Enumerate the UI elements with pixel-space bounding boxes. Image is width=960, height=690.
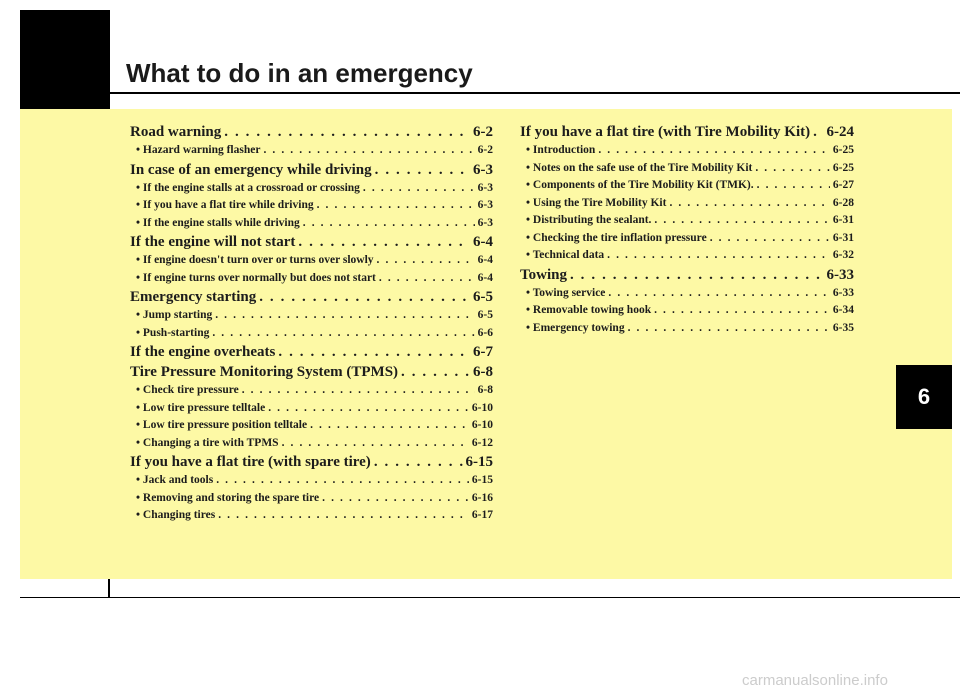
toc-leader-dots	[322, 490, 469, 508]
toc-entry-page: 6-10	[471, 401, 493, 414]
toc-subsection-entry[interactable]	[130, 435, 493, 453]
toc-entry-page: 6-35	[832, 321, 854, 334]
toc-leader-dots	[607, 247, 830, 265]
toc-subsection-entry[interactable]	[130, 180, 493, 198]
toc-entry-page: 6-8	[473, 364, 493, 380]
toc-leader-dots	[757, 177, 830, 195]
toc-entry-title: • Introduction	[526, 144, 596, 156]
toc-entry-title: If you have a flat tire (with spare tire)	[130, 454, 371, 470]
toc-entry-title: • Removing and storing the spare tire	[136, 491, 320, 504]
page-title: What to do in an emergency	[126, 58, 473, 88]
toc-entry-page: 6-4	[477, 271, 493, 284]
toc-entry-title: • Push-starting	[136, 326, 210, 339]
toc-subsection-entry[interactable]	[130, 142, 493, 160]
toc-subsection-entry[interactable]	[130, 270, 493, 288]
toc-subsection-entry[interactable]	[130, 307, 493, 325]
toc-subsection-entry[interactable]	[520, 142, 854, 160]
toc-entry-page: 6-12	[471, 436, 493, 449]
toc-entry-title: • Towing service	[526, 286, 606, 299]
toc-leader-dots	[212, 325, 474, 343]
toc-leader-dots	[375, 160, 470, 180]
toc-entry-title: • If the engine stalls at a crossroad or crossing	[136, 181, 360, 194]
toc-section-entry[interactable]	[130, 160, 493, 180]
toc-entry-title: • Distributing the sealant.	[526, 214, 652, 226]
toc-section-entry[interactable]	[130, 122, 493, 142]
toc-leader-dots	[278, 342, 470, 362]
toc-entry-title: • Removable towing hook	[526, 304, 652, 316]
footer-rule	[20, 597, 960, 598]
toc-entry-page: 6-27	[832, 179, 854, 191]
toc-entry-title: • Low tire pressure position telltale	[136, 419, 308, 431]
toc-entry-title: • Jack and tools	[136, 474, 214, 486]
watermark-text: carmanualsonline.info	[742, 672, 888, 689]
toc-subsection-entry[interactable]	[520, 247, 854, 265]
toc-subsection-entry[interactable]	[520, 177, 854, 195]
toc-entry-page: 6-15	[465, 454, 493, 470]
toc-entry-title: • If you have a flat tire while driving	[136, 199, 314, 211]
toc-subsection-entry[interactable]	[130, 382, 493, 400]
toc-entry-title: Road warning	[130, 124, 222, 140]
toc-entry-page: 6-10	[471, 419, 493, 431]
toc-leader-dots	[317, 197, 475, 215]
toc-entry-page: 6-17	[471, 509, 493, 521]
toc-entry-title: • Changing tires	[136, 509, 216, 521]
toc-leader-dots	[224, 122, 470, 142]
toc-entry-page: 6-2	[477, 144, 493, 156]
toc-entry-title: • Checking the tire inflation pressure	[526, 231, 707, 244]
toc-leader-dots	[303, 215, 475, 233]
toc-subsection-entry[interactable]	[130, 252, 493, 270]
toc-leader-dots	[401, 362, 470, 382]
toc-entry-title: • Jump starting	[136, 309, 213, 321]
toc-entry-page: 6-3	[473, 161, 493, 178]
toc-subsection-entry[interactable]	[130, 472, 493, 490]
toc-leader-dots	[570, 265, 824, 285]
toc-entry-title: If you have a flat tire (with Tire Mobility Kit)	[520, 124, 811, 140]
toc-entry-page: 6-3	[477, 181, 493, 194]
toc-column-right	[520, 122, 854, 337]
toc-subsection-entry[interactable]	[130, 507, 493, 525]
toc-leader-dots	[282, 435, 469, 453]
toc-leader-dots	[628, 320, 830, 338]
toc-entry-page: 6-33	[832, 286, 854, 299]
toc-entry-page: 6-16	[471, 491, 493, 504]
toc-entry-title: • Hazard warning flasher	[136, 144, 261, 156]
toc-leader-dots	[259, 287, 470, 307]
toc-entry-page: 6-3	[477, 216, 493, 229]
toc-subsection-entry[interactable]	[520, 320, 854, 338]
toc-leader-dots	[654, 302, 830, 320]
toc-column-left	[130, 122, 493, 525]
toc-leader-dots	[263, 142, 474, 160]
toc-section-entry[interactable]	[130, 362, 493, 382]
toc-leader-dots	[377, 252, 475, 270]
toc-entry-title: • Notes on the safe use of the Tire Mobility Kit	[526, 161, 753, 174]
toc-leader-dots	[215, 307, 474, 325]
toc-subsection-entry[interactable]	[130, 417, 493, 435]
toc-entry-title: • If engine turns over normally but does not start	[136, 271, 376, 284]
toc-entry-title: • If the engine stalls while driving	[136, 216, 300, 229]
toc-leader-dots	[813, 122, 823, 142]
toc-section-entry[interactable]	[520, 265, 854, 285]
toc-entry-page: 6-4	[477, 254, 493, 266]
toc-subsection-entry[interactable]	[520, 230, 854, 248]
toc-entry-title: • Using the Tire Mobility Kit	[526, 196, 667, 209]
chapter-tab[interactable]: 6	[896, 365, 952, 429]
toc-section-entry[interactable]	[130, 287, 493, 307]
toc-entry-title: Tire Pressure Monitoring System (TPMS)	[130, 364, 399, 380]
toc-entry-page: 6-31	[832, 231, 854, 244]
toc-leader-dots	[654, 212, 829, 230]
toc-subsection-entry[interactable]	[130, 325, 493, 343]
toc-leader-dots	[598, 142, 830, 160]
toc-entry-title: • Components of the Tire Mobility Kit (TMK).	[526, 179, 754, 191]
toc-entry-title: If the engine overheats	[130, 344, 276, 360]
toc-leader-dots	[218, 507, 469, 525]
toc-leader-dots	[710, 230, 830, 248]
toc-entry-page: 6-24	[826, 124, 854, 140]
toc-entry-page: 6-15	[471, 474, 493, 486]
toc-entry-title: Emergency starting	[130, 289, 257, 305]
toc-entry-page: 6-5	[473, 289, 493, 305]
toc-leader-dots	[242, 382, 475, 400]
header-black-block	[20, 10, 109, 109]
toc-leader-dots	[608, 285, 829, 303]
toc-leader-dots	[363, 180, 475, 198]
toc-section-entry[interactable]	[130, 232, 493, 252]
toc-leader-dots	[216, 472, 469, 490]
toc-leader-dots	[310, 417, 469, 435]
toc-entry-title: In case of an emergency while driving	[130, 161, 372, 178]
toc-entry-page: 6-2	[473, 124, 493, 140]
toc-entry-title: • If engine doesn't turn over or turns over slowly	[136, 254, 374, 266]
toc-entry-page: 6-25	[832, 161, 854, 174]
toc-entry-page: 6-8	[477, 384, 493, 396]
toc-leader-dots	[755, 160, 830, 178]
toc-entry-page: 6-34	[832, 304, 854, 316]
toc-subsection-entry[interactable]	[130, 490, 493, 508]
toc-entry-page: 6-7	[473, 344, 493, 360]
toc-section-entry[interactable]	[520, 122, 854, 142]
toc-entry-page: 6-32	[832, 249, 854, 261]
toc-entry-title: • Changing a tire with TPMS	[136, 436, 279, 449]
toc-subsection-entry[interactable]	[130, 215, 493, 233]
toc-entry-page: 6-28	[832, 196, 854, 209]
toc-entry-page: 6-5	[477, 309, 493, 321]
toc-leader-dots	[669, 195, 829, 213]
toc-entry-title: • Technical data	[526, 249, 605, 261]
toc-leader-dots	[379, 270, 475, 288]
toc-entry-page: 6-3	[477, 199, 493, 211]
toc-subsection-entry[interactable]	[130, 197, 493, 215]
toc-subsection-entry[interactable]	[520, 212, 854, 230]
toc-leader-dots	[298, 232, 470, 252]
toc-entry-page: 6-33	[826, 266, 854, 283]
toc-subsection-entry[interactable]	[520, 302, 854, 320]
toc-subsection-entry[interactable]	[520, 160, 854, 178]
toc-entry-title: • Check tire pressure	[136, 384, 239, 396]
toc-entry-page: 6-6	[477, 326, 493, 339]
toc-section-entry[interactable]	[130, 342, 493, 362]
toc-section-entry[interactable]	[130, 452, 493, 472]
toc-entry-title: Towing	[520, 266, 567, 283]
toc-entry-title: If the engine will not start	[130, 234, 296, 250]
toc-entry-title: • Low tire pressure telltale	[136, 401, 266, 414]
toc-leader-dots	[268, 400, 469, 418]
toc-subsection-entry[interactable]	[130, 400, 493, 418]
toc-leader-dots	[374, 452, 463, 472]
toc-entry-page: 6-31	[832, 214, 854, 226]
toc-entry-title: • Emergency towing	[526, 321, 625, 334]
toc-subsection-entry[interactable]	[520, 285, 854, 303]
toc-entry-page: 6-4	[473, 234, 493, 250]
title-underline	[20, 92, 960, 94]
toc-subsection-entry[interactable]	[520, 195, 854, 213]
toc-entry-page: 6-25	[832, 144, 854, 156]
